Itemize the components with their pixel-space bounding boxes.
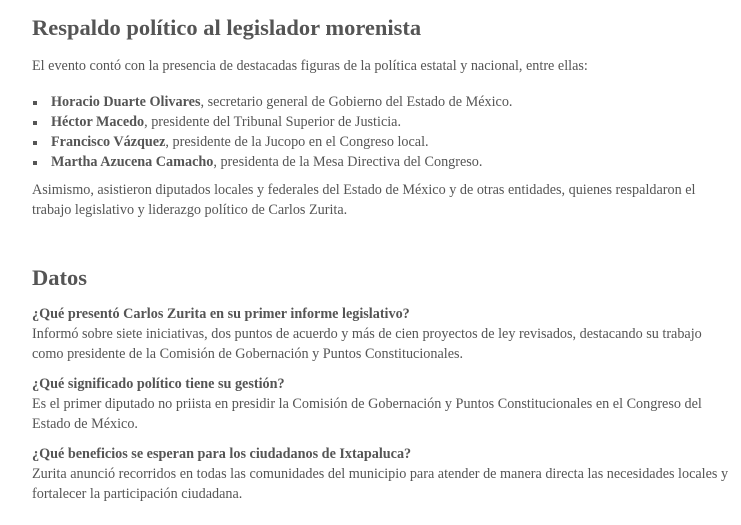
- attendee-role: , presidente de la Jucopo en el Congreso local.: [165, 134, 429, 150]
- faq-item: [32, 374, 732, 434]
- faq-answer: Zurita anunció recorridos en todas las comunidades del municipio para atender de manera directa las necesidades locales y fortalecer la participación ciudadana.: [32, 466, 729, 502]
- faq-answer: Es el primer diputado no priista en presidir la Comisión de Gobernación y Puntos Constitucionales en el Congreso del Estado de México.: [32, 396, 702, 432]
- attendee-name: Horacio Duarte Olivares: [51, 94, 201, 110]
- bullet-icon: [33, 121, 37, 125]
- attendee-role: , presidente del Tribunal Superior de Justicia.: [144, 114, 402, 130]
- list-item: [32, 112, 732, 132]
- section-heading: Respaldo político al legislador morenista: [32, 15, 422, 40]
- list-item: [32, 92, 732, 112]
- attendee-name: Héctor Macedo: [51, 114, 145, 130]
- attendee-role: , secretario general de Gobierno del Estado de México.: [200, 94, 513, 110]
- attendee-role: , presidenta de la Mesa Directiva del Congreso.: [213, 154, 483, 170]
- faq-question: ¿Qué beneficios se esperan para los ciudadanos de Ixtapaluca?: [32, 446, 412, 462]
- faq-item: [32, 444, 732, 504]
- faq-question: ¿Qué presentó Carlos Zurita en su primer informe legislativo?: [32, 306, 410, 322]
- faq-item: [32, 304, 732, 364]
- intro-paragraph: El evento contó con la presencia de destacadas figuras de la política estatal y nacional, entre ellas:: [32, 58, 588, 74]
- closing-paragraph: Asimismo, asistieron diputados locales y federales del Estado de México y de otras entidades, quienes respaldaron el trabajo legislativo y liderazgo político de Carlos Zurita.: [32, 182, 696, 218]
- attendee-name: Francisco Vázquez: [51, 134, 166, 150]
- bullet-icon: [33, 101, 37, 105]
- attendee-name: Martha Azucena Camacho: [51, 154, 214, 170]
- list-item: [32, 132, 732, 152]
- bullet-icon: [33, 141, 37, 145]
- bullet-icon: [33, 161, 37, 165]
- faq-answer: Informó sobre siete iniciativas, dos puntos de acuerdo y más de cien proyectos de ley revisados, destacando su trabajo como presidente de la Comisión de Gobernación y Puntos Constitucionales.: [32, 326, 702, 362]
- attendee-list: [32, 92, 732, 172]
- data-heading: Datos: [32, 265, 87, 290]
- faq-list: [32, 304, 732, 504]
- faq-question: ¿Qué significado político tiene su gestión?: [32, 376, 285, 392]
- list-item: [32, 152, 732, 172]
